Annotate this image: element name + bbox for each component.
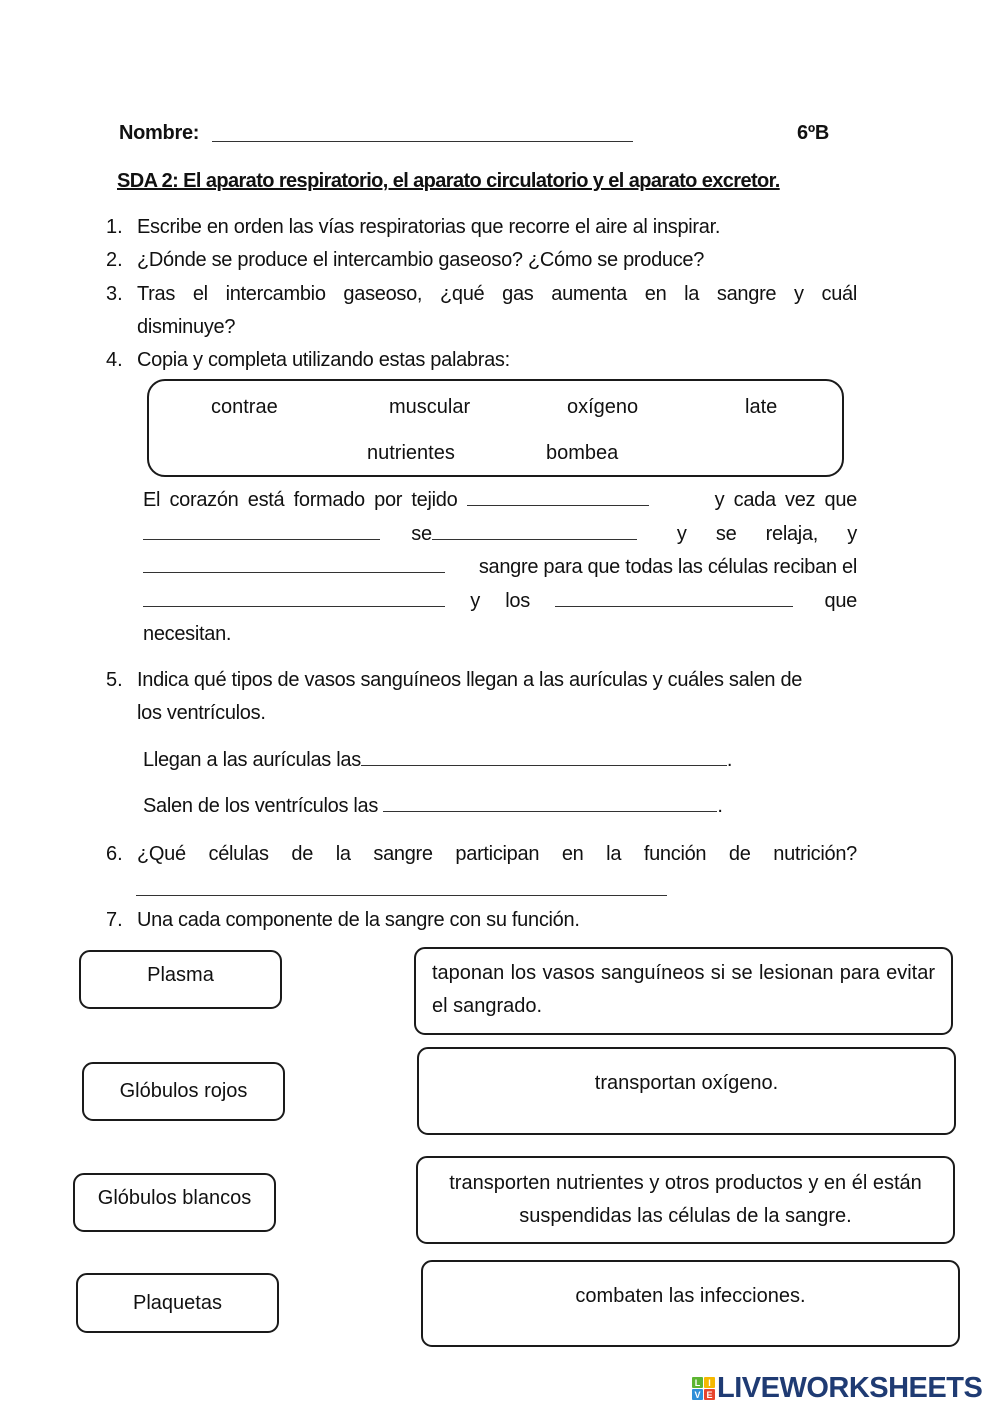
cloze-text: y los (470, 590, 530, 612)
liveworksheets-logo (692, 1372, 992, 1404)
cloze-text: y cada vez que (714, 489, 857, 511)
function-red-cells[interactable]: transportan oxígeno. (417, 1047, 956, 1135)
cloze-blank[interactable] (143, 552, 445, 573)
cloze-text: y se relaja, y (676, 523, 857, 545)
question-5-text-line1: Indica qué tipos de vasos sanguíneos llegan a las aurículas y cuáles salen de (137, 669, 803, 691)
period: . (717, 795, 723, 817)
q5-leave-blank[interactable] (383, 791, 717, 812)
q5-leave-label: Salen de los ventrículos las (143, 795, 379, 817)
logo-letter-i: I (704, 1377, 715, 1388)
cloze-line-2 (143, 518, 857, 551)
q5-arrive-label: Llegan a las aurículas las (143, 749, 361, 771)
logo-letter-e: E (704, 1389, 715, 1400)
function-white-cells[interactable]: combaten las infecciones. (421, 1260, 960, 1347)
cloze-blank[interactable] (143, 519, 380, 540)
cloze-line-4 (143, 585, 857, 618)
cloze-text: El corazón está formado por tejido (143, 489, 458, 511)
word-bank-item: contrae (211, 396, 278, 418)
name-label: Nombre: (119, 122, 200, 144)
q5-leave-line (143, 790, 723, 823)
cloze-blank[interactable] (432, 519, 637, 540)
question-5-text-line2: los ventrículos. (137, 702, 266, 724)
cloze-blank[interactable] (143, 586, 445, 607)
class-label: 6ºB (797, 122, 829, 144)
question-3-text-line1: Tras el intercambio gaseoso, ¿qué gas aumenta en la sangre y cuál (137, 283, 857, 305)
question-3-text-line2: disminuye? (137, 316, 236, 338)
word-bank-item: muscular (389, 396, 471, 418)
question-6-answer-line[interactable] (136, 895, 667, 896)
question-number: 2. (106, 249, 123, 271)
period: . (726, 749, 733, 771)
q5-arrive-line (143, 744, 732, 777)
cloze-line-1 (143, 484, 857, 517)
word-bank-item: late (745, 396, 778, 418)
component-globulos-rojos[interactable]: Glóbulos rojos (82, 1062, 285, 1121)
name-input-line[interactable] (212, 141, 633, 142)
logo-letter-v: V (692, 1389, 703, 1400)
word-bank-item: nutrientes (367, 442, 455, 464)
question-number: 5. (106, 669, 123, 691)
question-number: 7. (106, 909, 123, 931)
question-number: 3. (106, 283, 123, 305)
component-plasma[interactable]: Plasma (79, 950, 282, 1009)
question-2-text: ¿Dónde se produce el intercambio gaseoso? ¿Cómo se produce? (137, 249, 705, 271)
word-bank-item: bombea (546, 442, 619, 464)
cloze-text: que (824, 590, 857, 612)
cloze-line-3 (143, 551, 857, 584)
question-number: 4. (106, 349, 123, 371)
question-1-text: Escribe en orden las vías respiratorias que recorre el aire al inspirar. (137, 216, 721, 238)
component-plaquetas[interactable]: Plaquetas (76, 1273, 279, 1333)
cloze-text: se (411, 523, 432, 545)
function-plasma[interactable]: transporten nutrientes y otros productos y en él están suspendidas las células de la sangre. (416, 1156, 955, 1244)
worksheet-title: SDA 2: El aparato respiratorio, el aparato circulatorio y el aparato excretor. (117, 170, 780, 192)
question-6-text: ¿Qué células de la sangre participan en la función de nutrición? (137, 843, 857, 865)
cloze-line-5: necesitan. (143, 623, 232, 645)
function-platelets[interactable]: taponan los vasos sanguíneos si se lesionan para evitar el sangrado. (414, 947, 953, 1035)
question-number: 6. (106, 843, 123, 865)
component-globulos-blancos[interactable]: Glóbulos blancos (73, 1173, 276, 1232)
cloze-blank[interactable] (555, 586, 793, 607)
logo-text: LIVEWORKSHEETS (717, 1372, 983, 1404)
cloze-blank[interactable] (467, 485, 649, 506)
word-bank-item: oxígeno (567, 396, 639, 418)
cloze-text: sangre para que todas las células reciban el (478, 556, 857, 578)
question-number: 1. (106, 216, 123, 238)
q5-arrive-blank[interactable] (361, 745, 727, 766)
logo-letter-l: L (692, 1377, 703, 1388)
question-7-text: Una cada componente de la sangre con su función. (137, 909, 580, 931)
question-4-text: Copia y completa utilizando estas palabras: (137, 349, 510, 371)
word-bank-box (147, 379, 844, 477)
